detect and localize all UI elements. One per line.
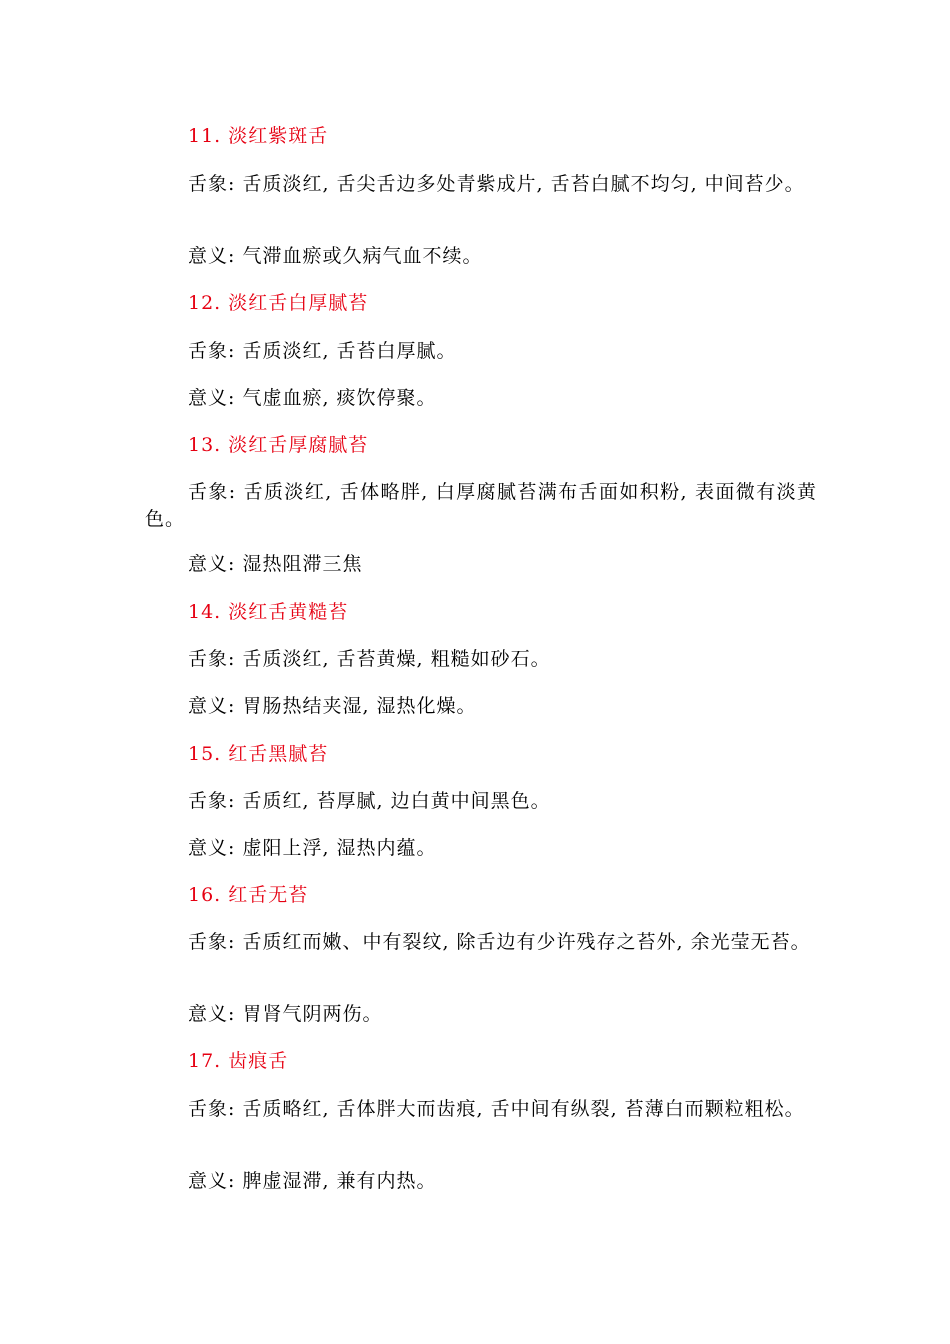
section-appearance-14: 舌象: 舌质淡红, 舌苔黄燥, 粗糙如砂石。: [188, 648, 551, 670]
section-title-15: 15. 红舌黑腻苔: [188, 743, 329, 765]
section-meaning-11: 意义: 气滞血瘀或久病气血不续。: [188, 245, 483, 267]
section-appearance-17: 舌象: 舌质略红, 舌体胖大而齿痕, 舌中间有纵裂, 苔薄白而颗粒粗松。: [188, 1098, 805, 1120]
section-appearance-16: 舌象: 舌质红而嫩、中有裂纹, 除舌边有少许残存之苔外, 余光莹无苔。: [188, 931, 811, 953]
section-appearance-13: 舌象: 舌质淡红, 舌体略胖, 白厚腐腻苔满布舌面如积粉, 表面微有淡黄色。: [145, 481, 817, 530]
section-meaning-14: 意义: 胃肠热结夹湿, 湿热化燥。: [188, 695, 477, 717]
section-meaning-13: 意义: 湿热阻滞三焦: [188, 553, 363, 575]
section-title-16: 16. 红舌无苔: [188, 884, 309, 906]
section-title-17: 17. 齿痕舌: [188, 1050, 289, 1072]
section-meaning-17: 意义: 脾虚湿滞, 兼有内热。: [188, 1170, 437, 1192]
section-title-13: 13. 淡红舌厚腐腻苔: [188, 434, 369, 456]
section-title-14: 14. 淡红舌黄糙苔: [188, 601, 349, 623]
section-title-11: 11. 淡红紫斑舌: [188, 125, 329, 147]
section-meaning-16: 意义: 胃肾气阴两伤。: [188, 1003, 383, 1025]
section-meaning-15: 意义: 虚阳上浮, 湿热内蕴。: [188, 837, 437, 859]
section-appearance-12: 舌象: 舌质淡红, 舌苔白厚腻。: [188, 340, 457, 362]
section-appearance-11: 舌象: 舌质淡红, 舌尖舌边多处青紫成片, 舌苔白腻不均匀, 中间苔少。: [188, 173, 805, 195]
section-title-12: 12. 淡红舌白厚腻苔: [188, 292, 369, 314]
section-meaning-12: 意义: 气虚血瘀, 痰饮停聚。: [188, 387, 437, 409]
section-appearance-15: 舌象: 舌质红, 苔厚腻, 边白黄中间黑色。: [188, 790, 551, 812]
